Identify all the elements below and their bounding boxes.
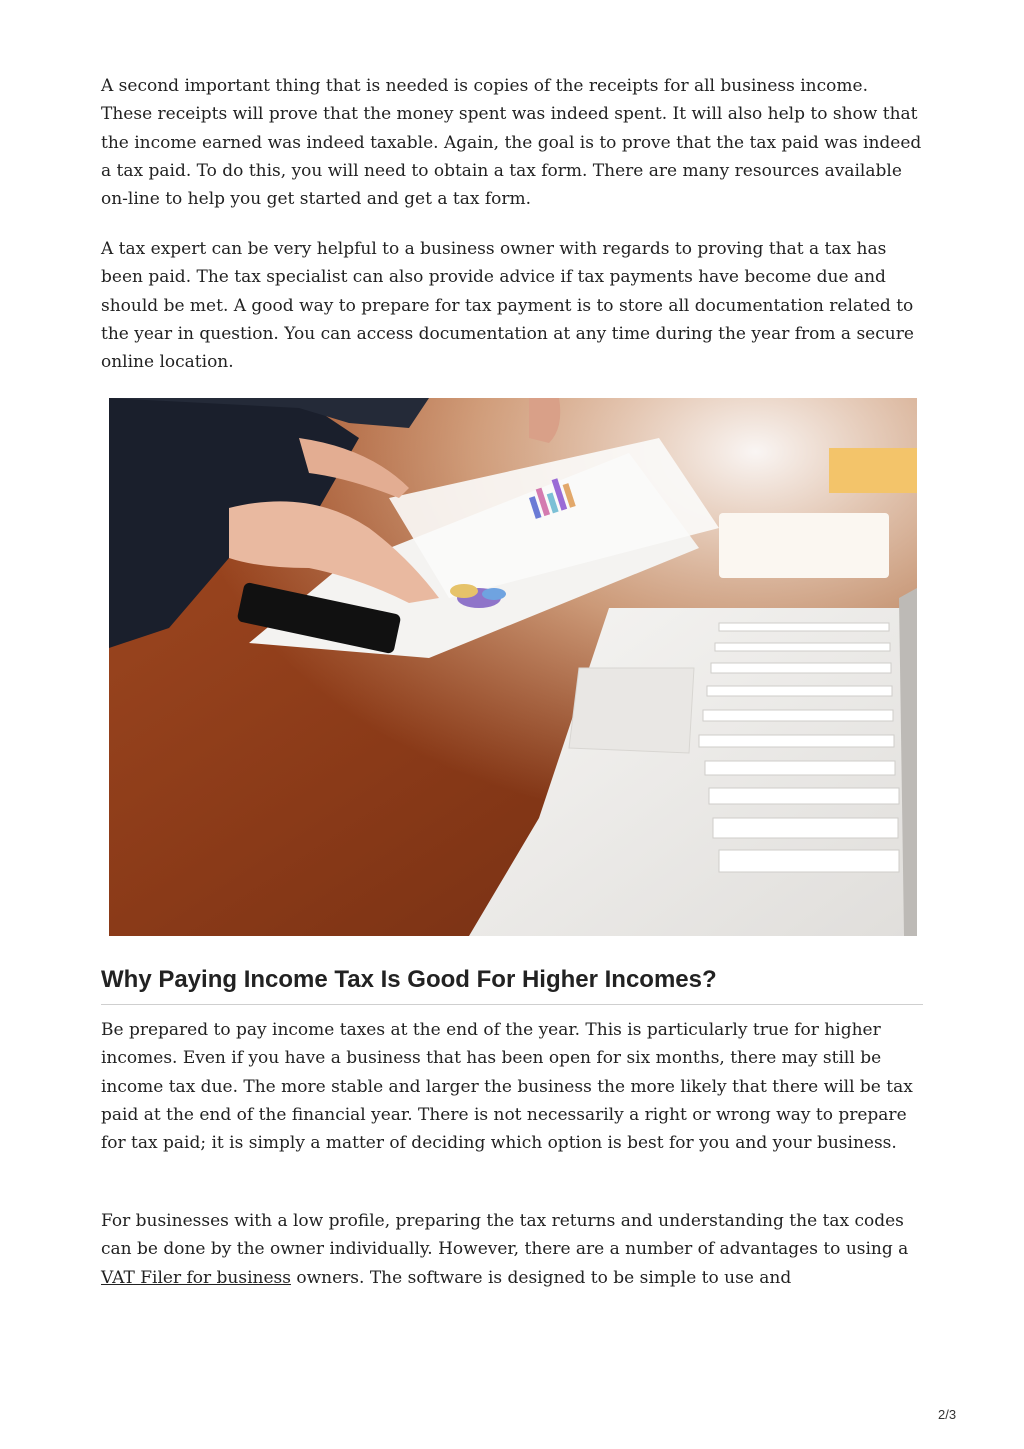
paragraph-low-profile bbox=[101, 1207, 923, 1292]
paragraph-receipts: A second important thing that is needed is copies of the receipts for all business income. These receipts will prove that the money spent was indeed spent. It will also help to show that the income earned was indeed taxable. Again, the goal is to prove that the tax paid was indeed a tax paid. To do this, you will need to obtain a tax form. There are many resources available on-line to help you get started and get a tax form. bbox=[101, 76, 922, 210]
page-number: 2/3 bbox=[938, 1407, 957, 1422]
heading-divider bbox=[101, 1004, 923, 1005]
paragraph-higher-incomes: Be prepared to pay income taxes at the end of the year. This is particularly true for higher incomes. Even if you have a business that has been open for six months, there may still be income tax due. The more stable and larger the business the more likely that there will be tax paid at the end of the financial year. There is not necessarily a right or wrong way to prepare for tax paid; it is simply a matter of deciding which option is best for you and your business. bbox=[101, 1020, 913, 1154]
paragraph-text-start: For businesses with a low profile, preparing the tax returns and understanding the tax codes can be done by the owner individually. However, there are a number of advantages to using a bbox=[101, 1211, 909, 1260]
hero-image-laptop-charts bbox=[109, 398, 917, 936]
paragraph-text-end: owners. The software is designed to be simple to use and bbox=[290, 1267, 792, 1288]
section-heading: Why Paying Income Tax Is Good For Higher Incomes? bbox=[101, 966, 717, 993]
paragraph-tax-expert: A tax expert can be very helpful to a business owner with regards to proving that a tax has been paid. The tax specialist can also provide advice if tax payments have become due and should be met. A good way to prepare for tax payment is to store all documentation related to the year in question. You can access documentation at any time during the year from a secure online location. bbox=[101, 239, 914, 373]
vat-filer-link[interactable]: VAT Filer for business bbox=[101, 1267, 291, 1288]
